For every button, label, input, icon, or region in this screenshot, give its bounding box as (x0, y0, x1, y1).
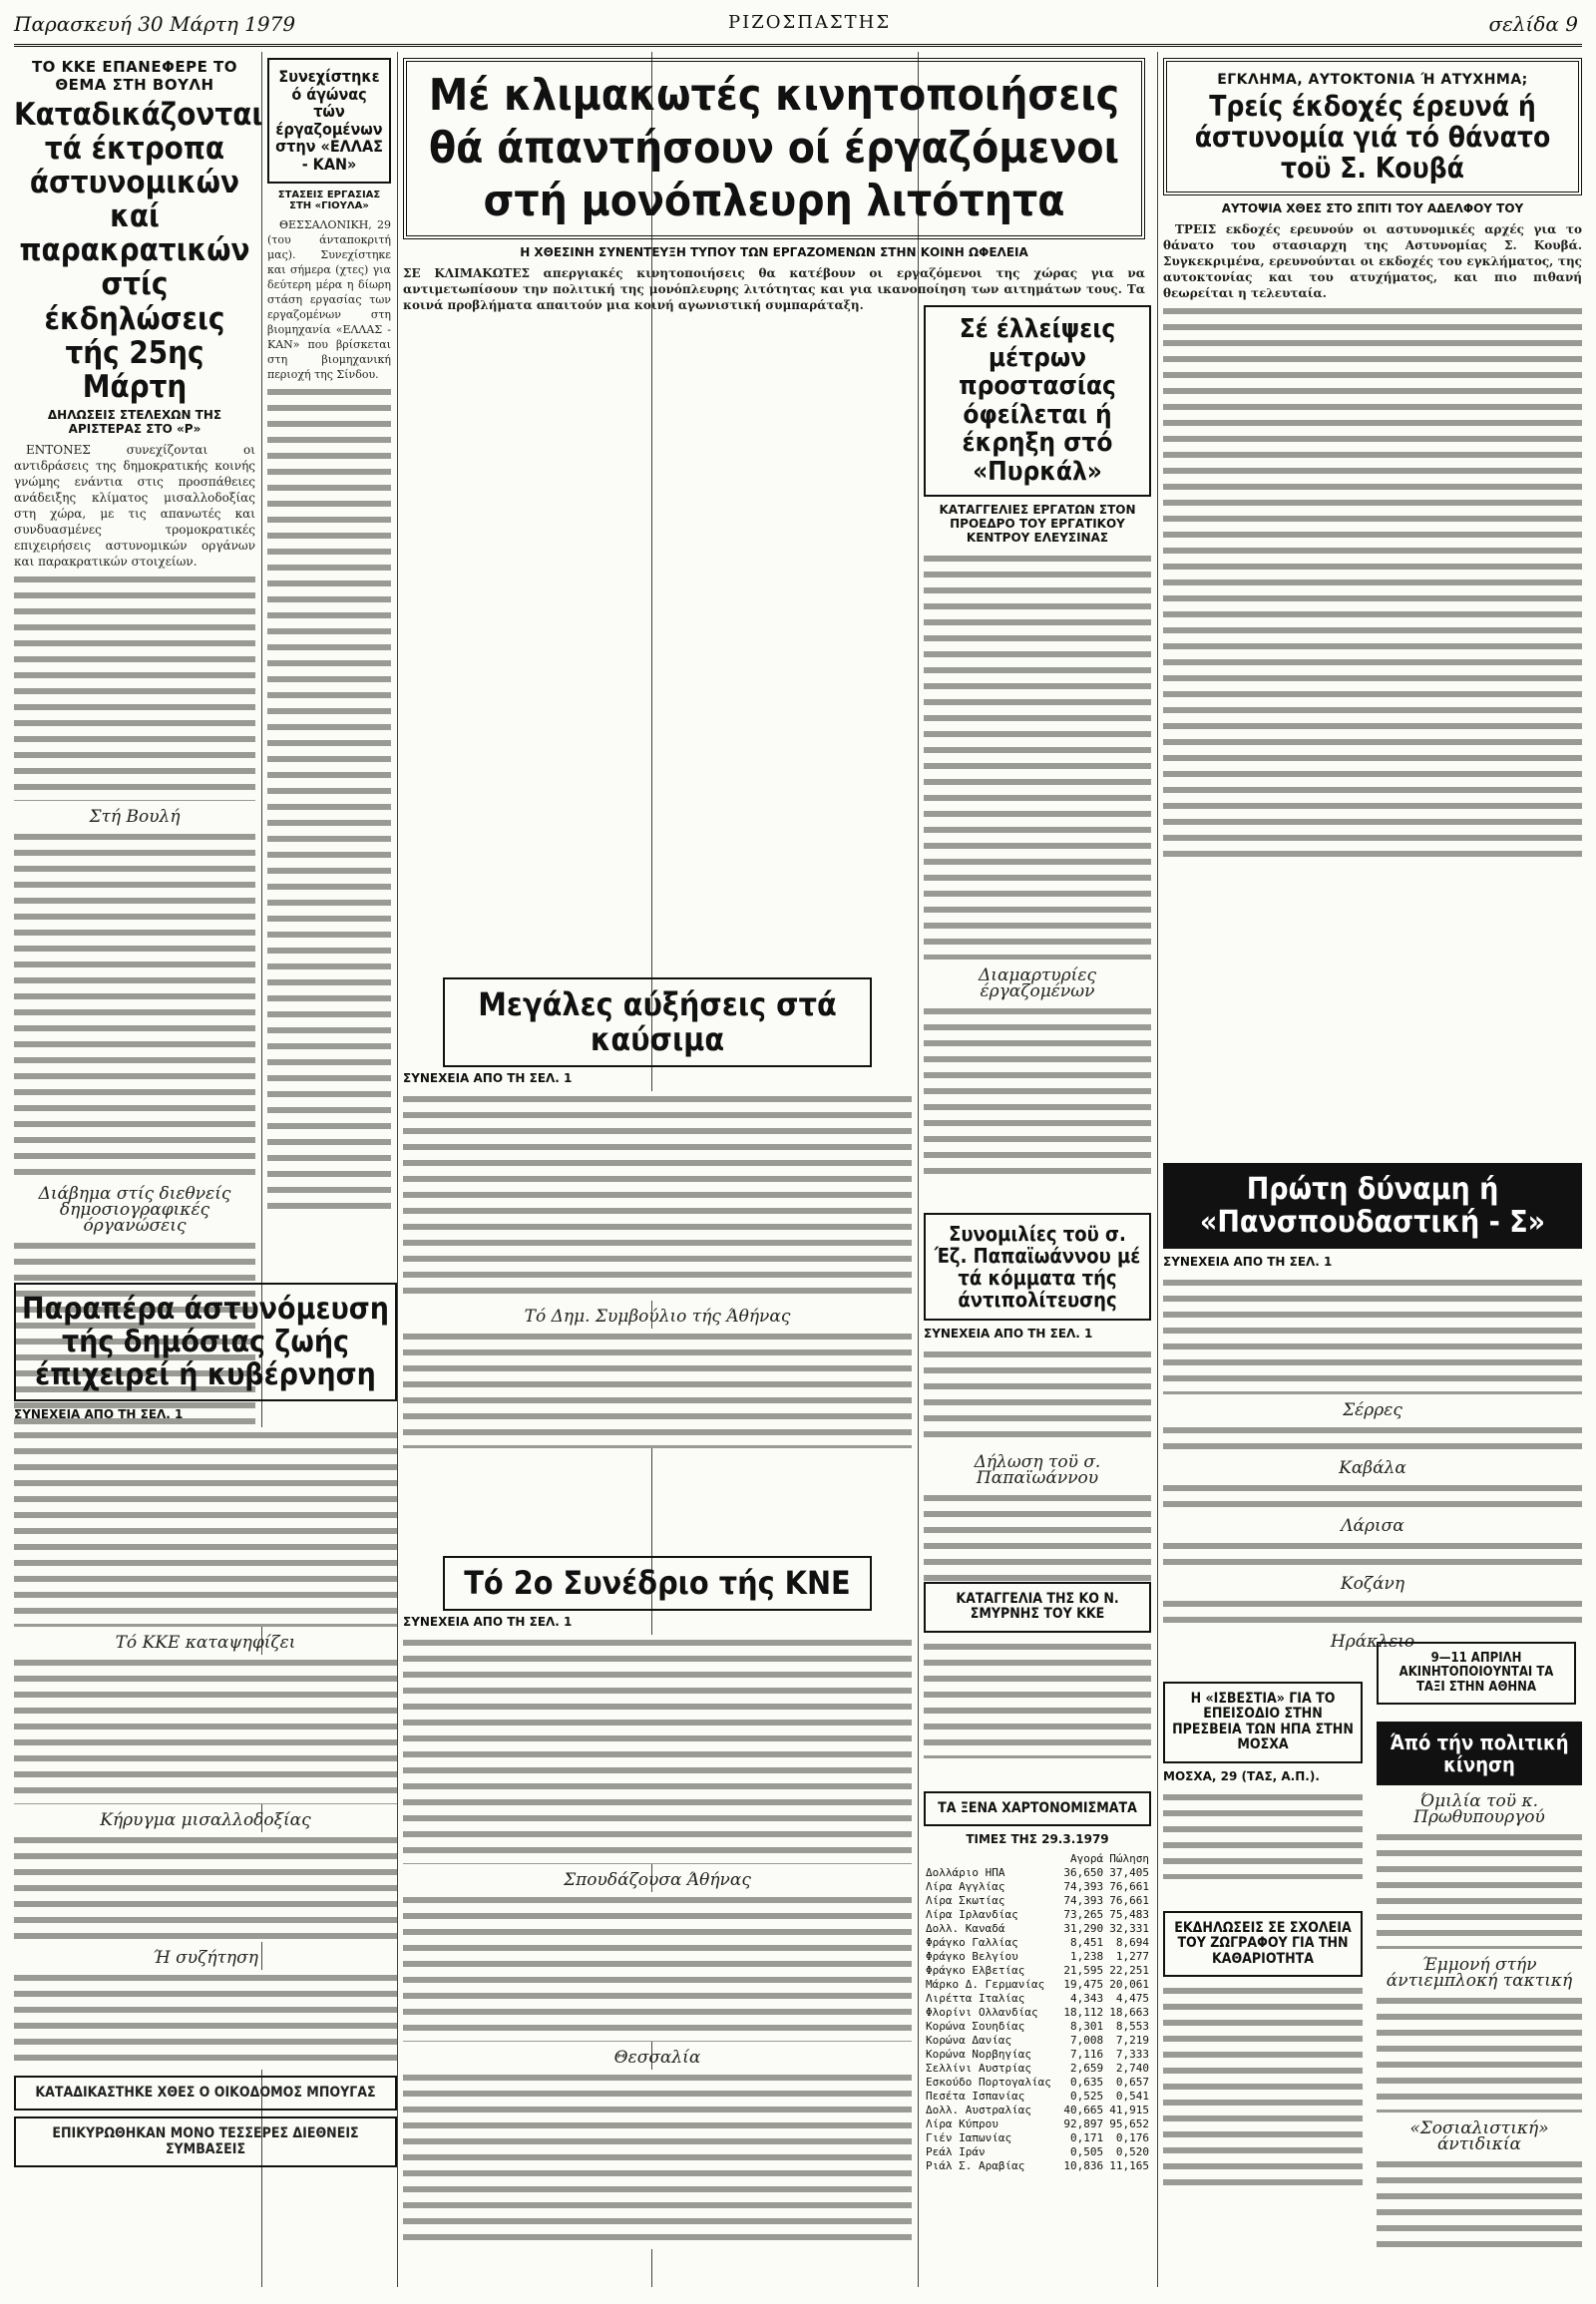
boxed-headline (14, 2076, 397, 2111)
table-cell: Λίρα Αγγλίας (926, 1880, 1005, 1894)
article-body (1163, 1275, 1582, 1650)
section-heading: Δήλωση τοϋ σ. Παπαϊωάννου (974, 1452, 1101, 1488)
table-cell: 8,694 (1115, 1936, 1149, 1950)
body-text (14, 829, 255, 1178)
issue-date: Παρασκευή 30 Μάρτη 1979 (14, 12, 296, 36)
section-heading: Στή Βουλή (89, 806, 181, 827)
section-heading: Διαμαρτυρίες έργαζομένων (979, 964, 1096, 1001)
body-text (1377, 1829, 1582, 1949)
table-cell: Εσκούδο Πορτογαλίας (926, 2076, 1051, 2090)
article-mobilizations (403, 52, 1145, 313)
table-cell: 7,333 (1115, 2048, 1149, 2062)
table-row (924, 1866, 1151, 1880)
page-number: σελίδα 9 (1488, 12, 1578, 36)
table-cell: Φράγκο Ελβετίας (926, 1964, 1025, 1978)
table-row (924, 2006, 1151, 2020)
article-subhead: ΑΥΤΟΨΙΑ ΧΘΕΣ ΣΤΟ ΣΠΙΤΙ ΤΟΥ ΑΔΕΛΦΟΥ ΤΟΥ (1221, 201, 1524, 216)
article-body (1163, 1789, 1363, 1879)
body-text (924, 1639, 1151, 1758)
box-title: Η «ΙΣΒΕΣΤΙΑ» ΓΙΑ ΤΟ ΕΠΕΙΣΟΔΙΟ ΣΤΗΝ ΠΡΕΣΒΕΙΑ ΤΩΝ ΗΠΑ ΣΤΗΝ ΜΟΣΧΑ (1172, 1691, 1354, 1753)
table-cell: 4,475 (1115, 1992, 1149, 2006)
article-lead: ΘΕΣΣΑΛΟΝΙΚΗ, 29 (του άνταποκριτή μας). Συνεχίστηκε και σήμερα (χτες) για δεύτερη μέρα η δίωρη στάση εργασίας των εργαζομένων στη βιομηχανία «ΕΛΛΑΣ - ΚΑΝ» που βρίσκεται στη βιομηχανική περιοχή της Σίνδου. (267, 217, 391, 381)
table-cell: Κορώνα Σουηδίας (926, 2020, 1025, 2034)
article-kicker: ΕΓΚΛΗΜΑ, ΑΥΤΟΚΤΟΝΙΑ Ή ΑΤΥΧΗΜΑ; (1217, 72, 1528, 88)
table-cell: Λίρα Κύπρου (926, 2117, 998, 2131)
article-headline: Σέ έλλείψεις μέτρων προστασίας όφείλεται ή έκρηξη στό «Πυρκάλ» (959, 314, 1116, 487)
table-cell: 20,061 (1109, 1978, 1149, 1992)
table-cell: 0,635 (1069, 2076, 1104, 2090)
table-cell: 19,475 (1063, 1978, 1104, 1992)
column-rule (1157, 52, 1158, 2287)
headline-box (924, 305, 1151, 497)
body-text (1163, 1789, 1363, 1879)
article-kouvas (1163, 52, 1582, 1049)
body-text (403, 1892, 912, 2042)
table-subhead: ΤΙΜΕΣ ΤΗΣ 29.3.1979 (966, 1832, 1109, 1847)
section-heading: Τό Δημ. Συμβούλιο τής Άθήνας (524, 1307, 791, 1328)
table-cell: 0,657 (1115, 2076, 1149, 2090)
table-cell: 92,897 (1063, 2117, 1104, 2131)
article-lead: ΤΡΕΙΣ εκδοχές ερευνούν οι αστυνομικές αρχές για το θάνατο του στασιαρχη της Αστυνομίας Σ. Κουβά. Συγκεκριμένα, ερευνούνται οι εκδοχές του εγκλήματος, της αυτοκτονίας και του ατυχήματος, και πιο πιθανή θεωρείται η τελευταία. (1163, 222, 1582, 301)
table-cell: 31,290 (1063, 1922, 1104, 1936)
table-row (924, 1894, 1151, 1908)
boxed-headline (267, 58, 391, 184)
currency-table (924, 1852, 1151, 2173)
body-text (1377, 2156, 1582, 2256)
article-body (924, 1346, 1151, 1590)
table-row (924, 1992, 1151, 2006)
table-cell: 11,165 (1109, 2159, 1149, 2173)
article-headline: Συνεχίστηκε ό άγώνας τών έργαζομένων στην «ΕΛΛΑΣ - ΚΑΝ» (275, 67, 383, 174)
table-cell: Λίρα Ιρλανδίας (926, 1908, 1018, 1922)
boxed-headline (924, 1582, 1151, 1633)
box-title: ΕΠΙΚΥΡΩΘΗΚΑΝ ΜΟΝΟ ΤΕΣΣΕΡΕΣ ΔΙΕΘΝΕΙΣ ΣΥΜΒΑΣΕΙΣ (52, 2125, 359, 2157)
table-row (924, 1936, 1151, 1950)
body-text (924, 1490, 1151, 1590)
article-purkal (924, 299, 1151, 1197)
taxi-box (1377, 1636, 1576, 1696)
article-headline: Παραπέρα άστυνόμευση τής δημόσιας ζωής έπιχειρεί ή κυβέρνηση (22, 1292, 389, 1392)
table-row (924, 1880, 1151, 1894)
section-heading: Ή συζήτηση (153, 1948, 258, 1968)
main-headline: Μέ κλιμακωτές κινητοποιήσεις θά άπαντήσουν οί έργαζόμενοι στή μονόπλευρη λιτότητα (428, 70, 1120, 226)
section-heading: Έμμονή στήν άντιεμπλοκή τακτική (1386, 1955, 1573, 1991)
article-izvestia (1163, 1676, 1363, 1895)
body-text (1163, 1275, 1582, 1394)
page-header (0, 0, 1596, 44)
article-fuel (403, 977, 912, 1556)
article-body (403, 1091, 912, 1448)
article-body (1163, 221, 1582, 862)
article-lead: ΣΕ ΚΛΙΜΑΚΩΤΕΣ απεργιακές κινητοποιήσεις θα κατέβουν οι εργαζόμενοι της χώρας για να αντιμετωπίσουν την πολιτική της μονόπλευρης λιτότητας και για ικανοποίηση των αιτημάτων τους. Τα κοινά προβλήματα απαιτούν μια κοινή αγωνιστική συμπαράταξη. (403, 266, 1145, 313)
table-cell: 73,265 (1063, 1908, 1104, 1922)
article-body (403, 1635, 912, 2249)
box-title: ΕΚΔΗΛΩΣΕΙΣ ΣΕ ΣΧΟΛΕΙΑ ΤΟΥ ΖΩΓΡΑΦΟΥ ΓΙΑ ΤΗΝ ΚΑΘΑΡΙΟΤΗΤΑ (1174, 1920, 1352, 1967)
table-row (924, 2034, 1151, 2048)
body-text (14, 1970, 397, 2070)
table-cell: 76,661 (1109, 1880, 1149, 1894)
table-cell: 22,251 (1109, 1964, 1149, 1978)
section-heading: Ηράκλειο (1330, 1632, 1415, 1652)
body-text (403, 1329, 912, 1448)
section-heading: Λάρισα (1341, 1516, 1404, 1536)
box-title: ΚΑΤΑΓΓΕΛΙΑ ΤΗΣ ΚΟ Ν. ΣΜΥΡΝΗΣ ΤΟΥ ΚΚΕ (956, 1591, 1119, 1623)
boxed-headline (1163, 1911, 1363, 1977)
table-row (924, 1950, 1151, 1964)
article-police-excesses (14, 52, 263, 1299)
column-header (924, 1852, 1059, 1866)
article-students (1163, 1157, 1582, 1656)
body-text (1163, 303, 1582, 862)
body-text (924, 1003, 1151, 1183)
article-politics (1377, 1716, 1582, 2294)
article-kicker: ΤΟ ΚΚΕ ΕΠΑΝΕΦΕΡΕ ΤΟ ΘΕΜΑ ΣΤΗ ΒΟΥΛΗ (31, 58, 238, 94)
body-text (403, 1635, 912, 1864)
article-body (1377, 1793, 1582, 2256)
table-row (924, 2062, 1151, 2076)
body-text (403, 1091, 912, 1301)
table-row (924, 2159, 1151, 2173)
table-cell: 40,665 (1063, 2104, 1104, 2117)
body-text (14, 572, 255, 801)
table-cell: 8,451 (1069, 1936, 1104, 1950)
table-cell: Φράγκο Γαλλίας (926, 1936, 1018, 1950)
table-cell: 18,663 (1109, 2006, 1149, 2020)
table-cell: 2,659 (1069, 2062, 1104, 2076)
article-headline: Πρώτη δύναμη ή «Πανσπουδαστική - Σ» (1199, 1172, 1546, 1240)
table-cell: 32,331 (1109, 1922, 1149, 1936)
table-cell: 8,553 (1115, 2020, 1149, 2034)
body-text (1163, 1480, 1582, 1510)
article-papaioannou (924, 1207, 1151, 1566)
table-cell: 7,008 (1069, 2034, 1104, 2048)
table-row (924, 2090, 1151, 2104)
dateline: ΣΥΝΕΧΕΙΑ ΑΠΟ ΤΗ ΣΕΛ. 1 (403, 1071, 573, 1086)
table-cell: Μάρκο Δ. Γερμανίας (926, 1978, 1045, 1992)
table-row (924, 2020, 1151, 2034)
dateline: ΣΥΝΕΧΕΙΑ ΑΠΟ ΤΗ ΣΕΛ. 1 (14, 1407, 184, 1421)
table-row (924, 2104, 1151, 2117)
article-school (1163, 1905, 1363, 2304)
column-header: Αγορά (1069, 1852, 1104, 1866)
table-cell: 0,520 (1115, 2145, 1149, 2159)
body-text (403, 2070, 912, 2249)
table-cell: 7,116 (1069, 2048, 1104, 2062)
table-cell: 74,393 (1063, 1894, 1104, 1908)
body-text (1163, 1596, 1582, 1626)
box-title: ΚΑΤΑΔΙΚΑΣΤΗΚΕ ΧΘΕΣ Ο ΟΙΚΟΔΟΜΟΣ ΜΠΟΥΓΑΣ (35, 2085, 376, 2101)
article-body (1163, 1983, 1363, 2192)
table-cell: 0,541 (1115, 2090, 1149, 2104)
table-cell: Κορώνα Νορβηγίας (926, 2048, 1031, 2062)
body-text (924, 551, 1151, 960)
article-headline: Άπό τήν πολιτική κίνηση (1390, 1730, 1569, 1776)
table-row (924, 1978, 1151, 1992)
article-subhead: ΣΤΑΣΕΙΣ ΕΡΓΑΣΙΑΣ ΣΤΗ «ΓΙΟΥΛΑ» (277, 189, 381, 211)
table-cell: 8,301 (1069, 2020, 1104, 2034)
article-headline: Καταδικάζονται τά έκτροπα άστυνομικών καί παρακρατικών στίς έκδηλώσεις τής 25ης Μάρτη (14, 97, 263, 405)
section-heading: Κοζάνη (1340, 1574, 1405, 1594)
table-cell: Γιέν Ιαπωνίας (926, 2131, 1012, 2145)
table-cell: Φράγκο Βελγίου (926, 1950, 1018, 1964)
body-text (924, 1346, 1151, 1446)
table-cell: Σελλίνι Αυστρίας (926, 2062, 1031, 2076)
box-title: ΤΑ ΞΕΝΑ ΧΑΡΤΟΝΟΜΙΣΜΑΤΑ (938, 1800, 1137, 1816)
body-text (14, 1655, 397, 1804)
article-body (924, 1639, 1151, 1758)
table-cell: 76,661 (1109, 1894, 1149, 1908)
article-policing (14, 1277, 397, 2294)
section-heading: «Σοσιαλιστική» άντιδικία (1409, 2118, 1549, 2154)
article-ellas-kan (267, 52, 391, 1179)
table-cell: 0,171 (1069, 2131, 1104, 2145)
table-cell: 36,650 (1063, 1866, 1104, 1880)
table-cell: 0,176 (1115, 2131, 1149, 2145)
table-cell: Λιρέττα Ιταλίας (926, 1992, 1025, 2006)
headline-box (1377, 1722, 1582, 1785)
table-cell: Δολλ. Αυστραλίας (926, 2104, 1031, 2117)
body-text (14, 1832, 397, 1942)
article-lead: ΕΝΤΟΝΕΣ συνεχίζονται οι αντιδράσεις της δημοκρατικής κοινής γνώμης ενάντια στις προσπάθειες ανάδειξης κλίματος μισαλλοδοξίας στη χώρα, με τις απανωτές και συνδυασμένες τρομοκρατικές επιχειρήσεις αστυνομικών οργάνων και παρακρατικών στοιχείων. (14, 442, 255, 569)
table-cell: Ριάλ Σ. Αραβίας (926, 2159, 1025, 2173)
body-text (1163, 1422, 1582, 1452)
article-kne-congress (403, 1556, 912, 2294)
table-row (924, 2048, 1151, 2062)
article-body (924, 551, 1151, 1183)
section-heading: Τό ΚΚΕ καταψηφίζει (115, 1633, 296, 1653)
table-cell: Δολλ. Καναδά (926, 1922, 1005, 1936)
boxed-headline (924, 1791, 1151, 1826)
table-cell: 95,652 (1109, 2117, 1149, 2131)
table-cell: 0,505 (1069, 2145, 1104, 2159)
table-row (924, 1922, 1151, 1936)
headline-box (14, 1283, 397, 1401)
box-title: 9—11 ΑΠΡΙΛΗ ΑΚΙΝΗΤΟΠΟΙΟΥΝΤΑΙ ΤΑ ΤΑΞΙ ΣΤΗΝ ΑΘΗΝΑ (1398, 1651, 1554, 1695)
table-cell: 1,238 (1069, 1950, 1104, 1964)
table-cell: 37,405 (1109, 1866, 1149, 1880)
table-cell: 7,219 (1115, 2034, 1149, 2048)
table-row (924, 1964, 1151, 1978)
table-cell: 75,483 (1109, 1908, 1149, 1922)
table-cell: 18,112 (1063, 2006, 1104, 2020)
boxed-headline (1377, 1642, 1576, 1705)
article-headline: Τρείς έκδοχές έρευνά ή άστυνομία γιά τό θάνατο τοϋ Σ. Κουβά (1194, 90, 1551, 185)
column-rule (397, 52, 398, 2287)
article-subhead: ΔΗΛΩΣΕΙΣ ΣΤΕΛΕΧΩΝ ΤΗΣ ΑΡΙΣΤΕΡΑΣ ΣΤΟ «Ρ» (47, 407, 222, 436)
table-row (924, 1908, 1151, 1922)
header-rule (14, 44, 1582, 47)
boxed-headline (14, 2116, 397, 2167)
table-cell: 74,393 (1063, 1880, 1104, 1894)
body-text (1377, 1993, 1582, 2112)
dateline: ΣΥΝΕΧΕΙΑ ΑΠΟ ΤΗ ΣΕΛ. 1 (924, 1327, 1093, 1341)
table-row (924, 2131, 1151, 2145)
table-cell: Δολλάριο ΗΠΑ (926, 1866, 1005, 1880)
table-cell: Ρεάλ Ιράν (926, 2145, 986, 2159)
headline-box (1163, 1163, 1582, 1249)
column-rule (918, 52, 919, 2287)
section-heading: Διάβημα στίς διεθνείς δημοσιογραφικές όργανώσεις (38, 1183, 231, 1236)
table-cell: 41,915 (1109, 2104, 1149, 2117)
table-cell: 2,740 (1115, 2062, 1149, 2076)
dateline: ΜΟΣΧΑ, 29 (ΤΑΣ, Α.Π.). (1163, 1768, 1320, 1783)
table-cell: Φλορίνι Ολλανδίας (926, 2006, 1038, 2020)
headline-box (443, 977, 872, 1067)
article-subhead: ΚΑΤΑΓΓΕΛΙΕΣ ΕΡΓΑΤΩΝ ΣΤΟΝ ΠΡΟΕΔΡΟ ΤΟΥ ΕΡΓΑΤΙΚΟΥ ΚΕΝΤΡΟΥ ΕΛΕΥΣΙΝΑΣ (939, 502, 1136, 545)
section-heading: Θεσσαλία (613, 2048, 701, 2069)
currency-table-box (924, 1785, 1151, 2294)
boxed-headline (1163, 1682, 1363, 1763)
body-text (267, 384, 391, 1212)
table-row (924, 2117, 1151, 2131)
article-headline: Τό 2ο Συνέδριο τής ΚΝΕ (464, 1564, 851, 1602)
table-row (924, 2076, 1151, 2090)
body-text (1163, 1538, 1582, 1568)
table-cell: 1,277 (1115, 1950, 1149, 1964)
headline-box (443, 1556, 872, 1611)
section-heading: Κήρυγμα μισαλλοδοξίας (100, 1810, 311, 1830)
table-row (924, 2145, 1151, 2159)
table-cell: Λίρα Σκωτίας (926, 1894, 1005, 1908)
dateline: ΣΥΝΕΧΕΙΑ ΑΠΟ ΤΗ ΣΕΛ. 1 (403, 1615, 573, 1630)
table-cell: 21,595 (1063, 1964, 1104, 1978)
dateline: ΣΥΝΕΧΕΙΑ ΑΠΟ ΤΗ ΣΕΛ. 1 (1163, 1255, 1333, 1269)
column-header: Πώληση (1109, 1852, 1149, 1866)
table-cell: 0,525 (1069, 2090, 1104, 2104)
section-heading: Σπουδάζουσα Άθήνας (564, 1870, 751, 1891)
newspaper-name: ΡΙΖΟΣΠΑΣΤΗΣ (728, 12, 892, 33)
section-heading: Όμιλία τοϋ κ. Πρωθυπουργού (1413, 1791, 1545, 1827)
table-cell: Πεσέτα Ισπανίας (926, 2090, 1025, 2104)
article-subhead: Η ΧΘΕΣΙΝΗ ΣΥΝΕΝΤΕΥΞΗ ΤΥΠΟΥ ΤΩΝ ΕΡΓΑΖΟΜΕΝΩΝ ΣΤΗΝ ΚΟΙΝΗ ΩΦΕΛΕΙΑ (520, 245, 1028, 260)
body-text (14, 1427, 397, 1627)
headline-box (924, 1213, 1151, 1321)
article-headline: Μεγάλες αύξήσεις στά καύσιμα (478, 985, 837, 1059)
article-body (14, 1427, 397, 2167)
article-headline: Συνομιλίες τοϋ σ. Έζ. Παπαϊωάννου μέ τά κόμματα τής άντιπολίτευσης (934, 1222, 1141, 1312)
table-cell: 10,836 (1063, 2159, 1104, 2173)
table-cell: 4,343 (1069, 1992, 1104, 2006)
table-cell: Κορώνα Δανίας (926, 2034, 1012, 2048)
headline-box (1163, 58, 1582, 195)
section-heading: Καβάλα (1339, 1458, 1406, 1478)
article-smyrni (924, 1576, 1151, 1775)
section-heading: Σέρρες (1343, 1400, 1402, 1420)
article-body (267, 217, 391, 1212)
body-text (1163, 1983, 1363, 2192)
main-headline-box (403, 58, 1145, 239)
